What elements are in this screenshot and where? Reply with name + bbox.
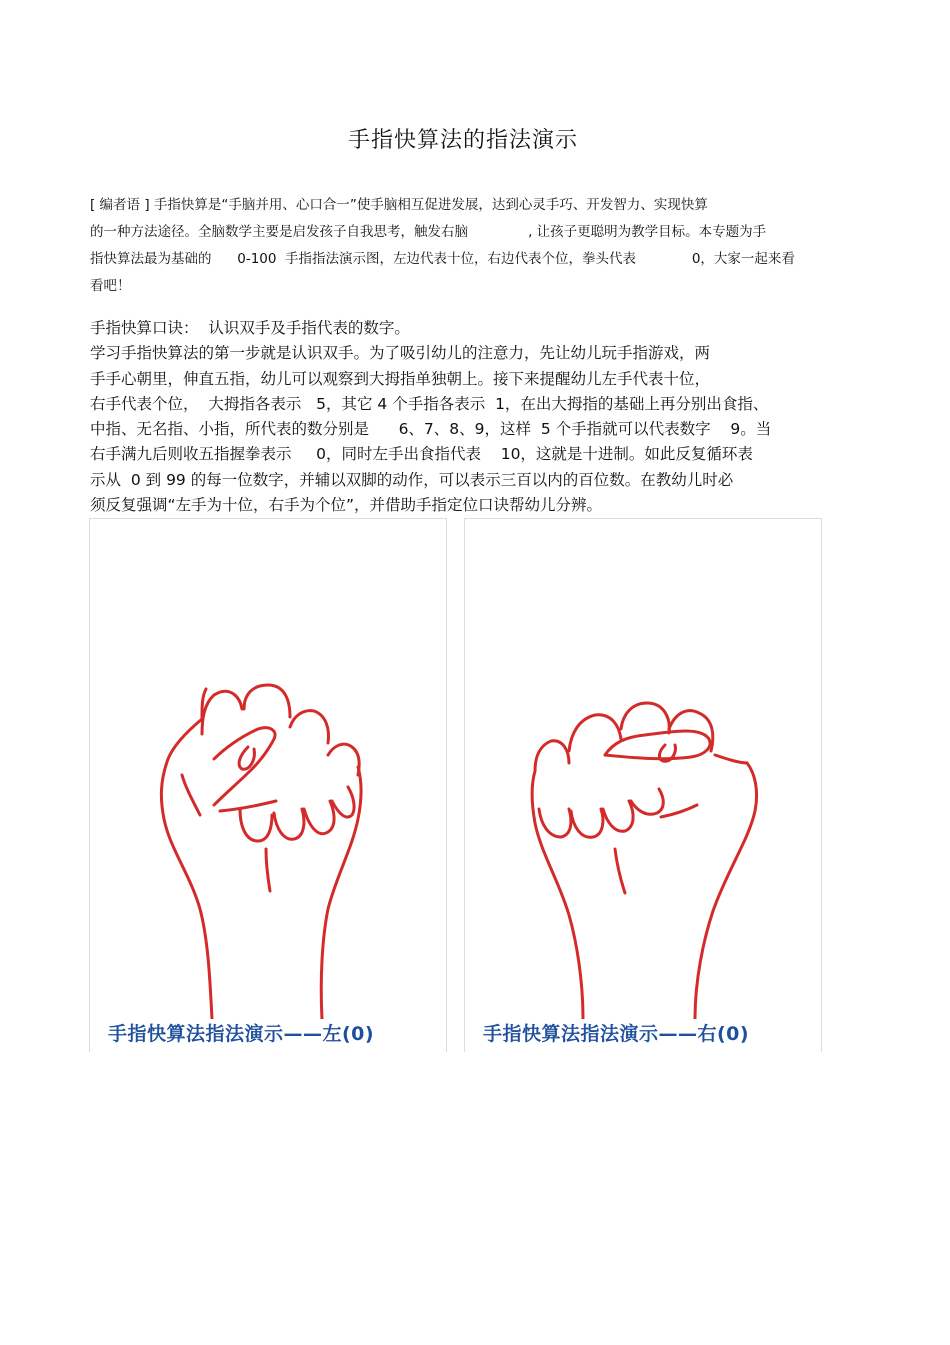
body-line: 手手心朝里，伸直五指，幼儿可以观察到大拇指单独朝上。接下来提醒幼儿左手代表十位， xyxy=(90,369,711,388)
figure-left-hand xyxy=(89,518,447,1052)
body-line: 右手代表个位， 大拇指各表示 5，其它 4 个手指各表示 1，在出大拇指的基础上再分别出食指、 xyxy=(90,394,769,413)
figure-right-hand xyxy=(464,518,822,1052)
figure-caption-right: 手指快算法指法演示——右(0) xyxy=(483,1023,750,1045)
document-title: 手指快算法的指法演示 xyxy=(347,128,578,153)
body-line: 须反复强调“左手为十位，右手为个位”，并借助手指定位口诀帮幼儿分辨。 xyxy=(90,496,603,515)
body-paragraph xyxy=(90,316,880,518)
body-line: 中指、无名指、小指，所代表的数分别是 6、7、8、9，这样 5 个手指就可以代表数字 9。当 xyxy=(90,420,772,439)
editor-note-line: 看吧！ xyxy=(90,278,131,294)
editor-note-line: [ 编者语 ] 手指快算是“手脑并用、心口合一”使手脑相互促进发展，达到心灵手巧、开发智力、实现快算 xyxy=(90,197,708,213)
figure-caption-left: 手指快算法指法演示——左(0) xyxy=(108,1023,375,1045)
body-line: 示从 0 到 99 的每一位数字，并辅以双脚的动作，可以表示三百以内的百位数。在教幼儿时必 xyxy=(90,470,734,489)
body-line: 右手满九后则收五指握拳表示 0，同时左手出食指代表 10，这就是十进制。如此反复循环表 xyxy=(90,445,753,464)
editor-note-line: 的一种方法途径。全脑数学主要是启发孩子自我思考，触发右脑 , 让孩子更聪明为教学目标。本专题为手 xyxy=(90,224,767,240)
right-fist-illustration xyxy=(465,519,821,1019)
body-line: 手指快算口诀： 认识双手及手指代表的数字。 xyxy=(90,319,410,337)
left-fist-illustration xyxy=(90,519,446,1019)
editor-note-line: 指快算法最为基础的 0-100 手指指法演示图，左边代表十位，右边代表个位，拳头代表 0，大家一起来看 xyxy=(90,251,795,267)
body-line: 学习手指快算法的第一步就是认识双手。为了吸引幼儿的注意力，先让幼儿玩手指游戏，两 xyxy=(90,344,711,363)
editor-note xyxy=(90,192,870,300)
